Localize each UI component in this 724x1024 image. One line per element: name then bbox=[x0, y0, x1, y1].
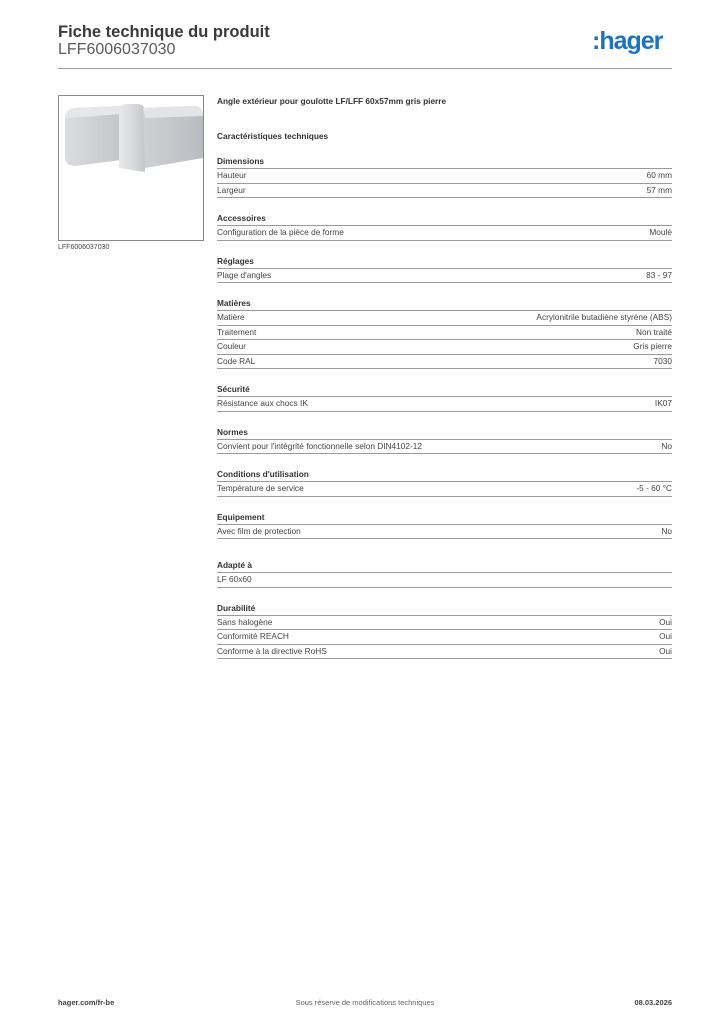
hager-logo bbox=[592, 27, 672, 57]
spec-row bbox=[217, 355, 672, 370]
product-description: Angle extérieur pour goulotte LF/LFF 60x57mm gris pierre bbox=[217, 96, 447, 106]
spec-label: Configuration de la pièce de forme bbox=[217, 227, 344, 237]
spec-row bbox=[217, 326, 672, 341]
section-conditions-utilisation bbox=[217, 469, 672, 497]
logo-text: :hager bbox=[592, 28, 663, 55]
spec-row bbox=[217, 311, 672, 326]
product-photo-illustration bbox=[59, 96, 203, 240]
spec-label: Code RAL bbox=[217, 355, 256, 366]
spec-row bbox=[217, 630, 672, 645]
spec-value: Moulé bbox=[649, 227, 672, 237]
header-divider bbox=[58, 68, 672, 69]
spec-row bbox=[217, 440, 672, 455]
section-title: Réglages bbox=[217, 256, 672, 269]
section-title: Accessoires bbox=[217, 213, 672, 226]
page-header bbox=[58, 20, 672, 68]
section-reglages bbox=[217, 256, 672, 284]
spec-value: Gris pierre bbox=[633, 341, 672, 351]
section-equipement bbox=[217, 512, 672, 540]
technical-characteristics-heading: Caractéristiques techniques bbox=[217, 131, 329, 141]
section-title: Dimensions bbox=[217, 156, 672, 169]
spec-value: No bbox=[661, 525, 672, 536]
section-durabilite bbox=[217, 603, 672, 660]
spec-row bbox=[217, 169, 672, 184]
footer-date: 08.03.2026 bbox=[634, 998, 672, 1007]
section-adapte-a bbox=[217, 560, 672, 588]
product-image bbox=[58, 95, 204, 241]
spec-value: IK07 bbox=[654, 398, 672, 408]
section-matieres bbox=[217, 298, 672, 369]
spec-row bbox=[217, 645, 672, 660]
section-title: Sécurité bbox=[217, 384, 672, 397]
section-title: Matières bbox=[217, 298, 672, 311]
section-accessoires bbox=[217, 213, 672, 241]
spec-value: Oui bbox=[659, 616, 672, 627]
spec-label: Conformité REACH bbox=[217, 631, 289, 641]
section-title: Equipement bbox=[217, 512, 672, 525]
spec-label: Largeur bbox=[217, 184, 246, 195]
spec-label: Couleur bbox=[217, 341, 247, 351]
spec-row bbox=[217, 340, 672, 355]
spec-row bbox=[217, 226, 672, 241]
spec-label: Température de service bbox=[217, 483, 304, 493]
spec-label: Convient pour l'intégrité fonctionnelle selon DIN4102-12 bbox=[217, 440, 422, 451]
spec-value: Oui bbox=[659, 631, 672, 641]
spec-label: Hauteur bbox=[217, 170, 247, 180]
spec-value: -5 - 60 °C bbox=[636, 483, 672, 493]
section-title: Normes bbox=[217, 427, 672, 440]
page-footer bbox=[58, 998, 672, 1010]
section-normes bbox=[217, 427, 672, 455]
spec-row bbox=[217, 184, 672, 199]
spec-value: Oui bbox=[659, 645, 672, 656]
spec-row bbox=[217, 482, 672, 497]
spec-label: Traitement bbox=[217, 326, 257, 337]
image-caption: LFF6006037030 bbox=[58, 244, 110, 251]
footer-website: hager.com/fr-be bbox=[58, 998, 115, 1007]
spec-value: No bbox=[661, 440, 672, 451]
section-title: Conditions d'utilisation bbox=[217, 469, 672, 482]
page-title: Fiche technique du produit bbox=[58, 23, 270, 41]
spec-value: 60 mm bbox=[646, 170, 672, 180]
spec-row bbox=[217, 397, 672, 412]
spec-label: Sans halogène bbox=[217, 616, 273, 627]
spec-value: 7030 bbox=[653, 355, 672, 366]
spec-value: 57 mm bbox=[646, 184, 672, 195]
spec-label: Résistance aux chocs IK bbox=[217, 398, 308, 408]
footer-disclaimer: Sous réserve de modifications techniques bbox=[295, 998, 435, 1007]
spec-row bbox=[217, 525, 672, 540]
spec-value: Non traité bbox=[636, 326, 672, 337]
section-dimensions bbox=[217, 156, 672, 198]
spec-label: LF 60x60 bbox=[217, 574, 252, 584]
spec-label: Avec film de protection bbox=[217, 525, 301, 536]
spec-value: 83 - 97 bbox=[646, 269, 672, 280]
spec-row bbox=[217, 616, 672, 631]
spec-label: Matière bbox=[217, 312, 245, 322]
section-title: Durabilité bbox=[217, 603, 672, 616]
spec-row bbox=[217, 573, 672, 588]
product-reference: LFF6006037030 bbox=[58, 41, 176, 58]
spec-row bbox=[217, 269, 672, 284]
spec-label: Plage d'angles bbox=[217, 269, 272, 280]
section-title: Adapté à bbox=[217, 560, 672, 573]
section-securite bbox=[217, 384, 672, 412]
spec-value: Acrylonitrile butadiène styrène (ABS) bbox=[536, 312, 672, 322]
spec-content bbox=[217, 95, 672, 659]
spec-label: Conforme à la directive RoHS bbox=[217, 645, 327, 656]
